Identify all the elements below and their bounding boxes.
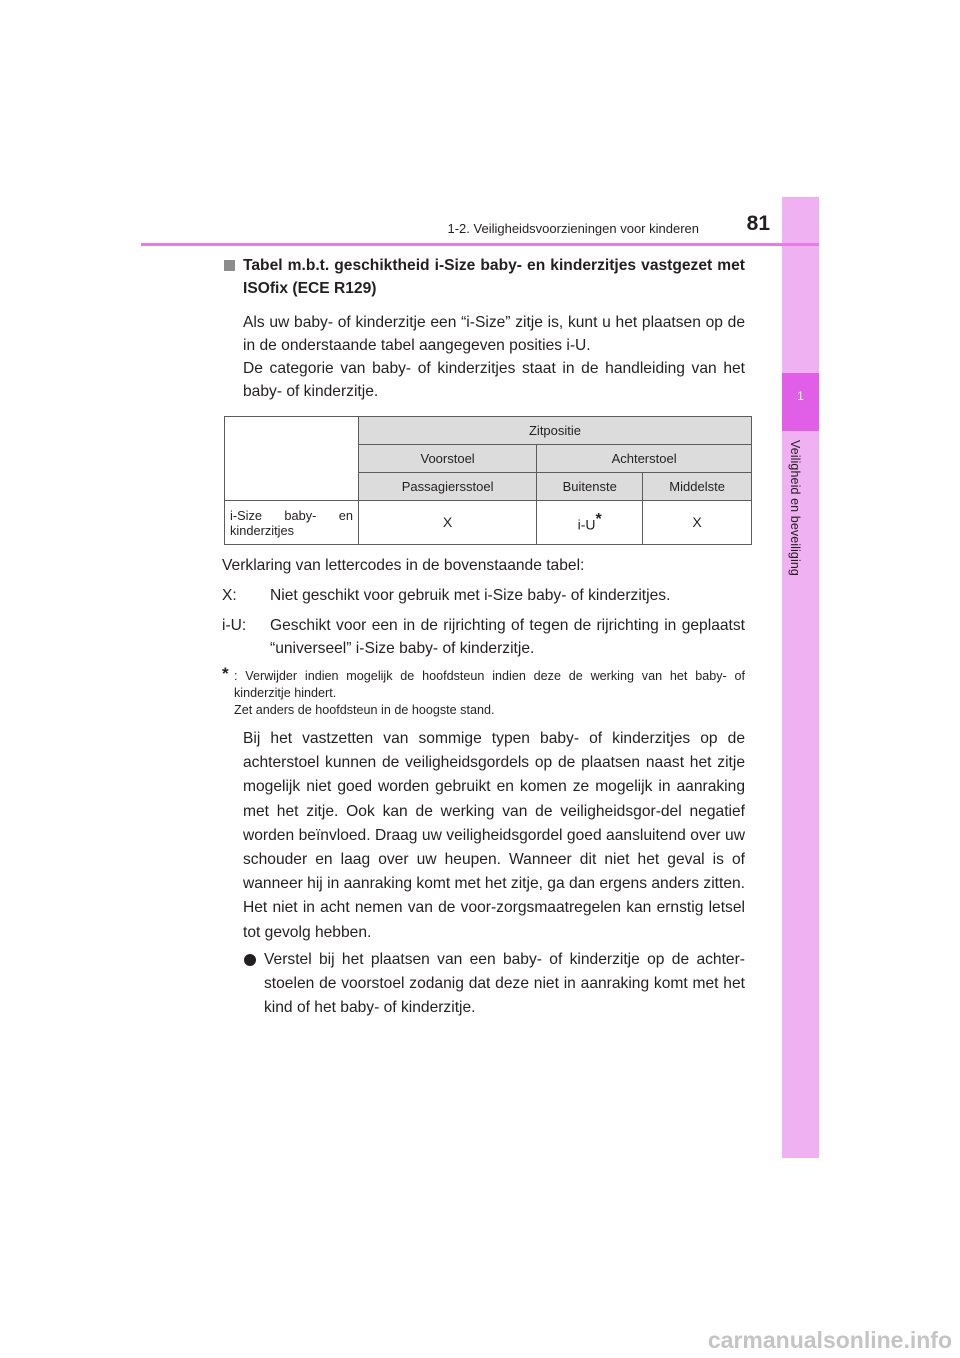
legend-code: X: xyxy=(222,587,237,604)
footnote-marker: * xyxy=(595,511,602,529)
table-corner-cell xyxy=(225,417,359,501)
footnote-line-2: Zet anders de hoofdsteun in de hoogste stand. xyxy=(234,703,495,717)
footnote-line-1: : Verwijder indien mogelijk de hoofdsteun indien deze de werking van het baby- of kinderzitje hindert. xyxy=(234,669,745,700)
suitability-table xyxy=(224,416,752,545)
chapter-title: Veiligheid en beveiliging xyxy=(788,440,802,576)
legend-code: i-U: xyxy=(222,617,247,634)
header-seat-position: Zitpositie xyxy=(359,417,752,445)
legend-item xyxy=(222,614,745,660)
intro-paragraph-2: De categorie van baby- of kinderzitjes staat in de handleiding van het baby- of kinderzitje. xyxy=(243,360,745,400)
intro-paragraph-1: Als uw baby- of kinderzitje een “i-Size” zitje is, kunt u het plaatsen op de in de onderstaande tabel aangegeven posities i-U. xyxy=(243,314,745,354)
cell-passenger-value: X xyxy=(359,501,537,545)
warning-paragraph: Bij het vastzetten van sommige typen baby- of kinderzitjes op de achterstoel kunnen de veiligheidsgordels op de plaatsen naast het zitje mogelijk niet goed worden gebruikt en komen ze mogelijk in aanraking met het zitje. Ook kan de werking van de veiligheidsgor-del negatief worden beïnvloed. Draag uw veiligheidsgordel goed aansluitend over uw schouder en laag over uw heupen. Wanneer dit niet het geval is of wanneer hij in aanraking komt met het zitje, ga dan ergens anders zitten. Het niet in acht nemen van de voor-zorgsmaatregelen kan ernstig letsel tot gevolg hebben. xyxy=(243,730,745,941)
cell-middle-value: X xyxy=(643,501,752,545)
header-rear-seat: Achterstoel xyxy=(537,445,752,473)
outer-value-text: i-U xyxy=(577,516,596,533)
page-content xyxy=(222,254,745,1020)
watermark: carmanualsonline.info xyxy=(707,1327,952,1353)
footnote xyxy=(222,664,745,719)
header-middle-seat: Middelste xyxy=(643,473,752,501)
bullet-text: Verstel bij het plaatsen van een baby- of kinderzitje op de achter-stoelen de voorstoel zodanig dat deze niet in aanraking komt met het kind of het baby- of kinderzitje. xyxy=(264,950,745,1016)
section-title: 1-2. Veiligheidsvoorzieningen voor kinderen xyxy=(447,221,699,236)
page-number: 81 xyxy=(746,212,770,235)
legend-item xyxy=(222,584,745,607)
header-passenger-seat: Passagiersstoel xyxy=(359,473,537,501)
header-outer-seat: Buitenste xyxy=(537,473,643,501)
explanation-text: Verklaring van lettercodes in de bovenstaande tabel: xyxy=(222,557,585,574)
heading-text: Tabel m.b.t. geschiktheid i-Size baby- en kinderzitjes vastgezet met ISOfix (ECE R129) xyxy=(243,257,745,297)
row-label-isize: i-Size baby- en kinderzitjes xyxy=(225,501,359,545)
legend-text: Geschikt voor een in de rijrichting of tegen de rijrichting in geplaatst “universeel” i-Size baby- of kinderzitje. xyxy=(270,617,745,657)
square-bullet-icon xyxy=(224,260,235,271)
footnote-asterisk: * xyxy=(222,664,229,683)
round-bullet-icon xyxy=(244,954,256,966)
legend-text: Niet geschikt voor gebruik met i-Size baby- of kinderzitjes. xyxy=(270,587,671,604)
bullet-item xyxy=(243,948,745,1020)
table-heading xyxy=(222,254,745,300)
chapter-number: 1 xyxy=(797,389,804,403)
header-front-seat: Voorstoel xyxy=(359,445,537,473)
cell-outer-value xyxy=(537,501,643,545)
chapter-side-tab xyxy=(782,197,819,1158)
header-rule xyxy=(141,243,819,246)
